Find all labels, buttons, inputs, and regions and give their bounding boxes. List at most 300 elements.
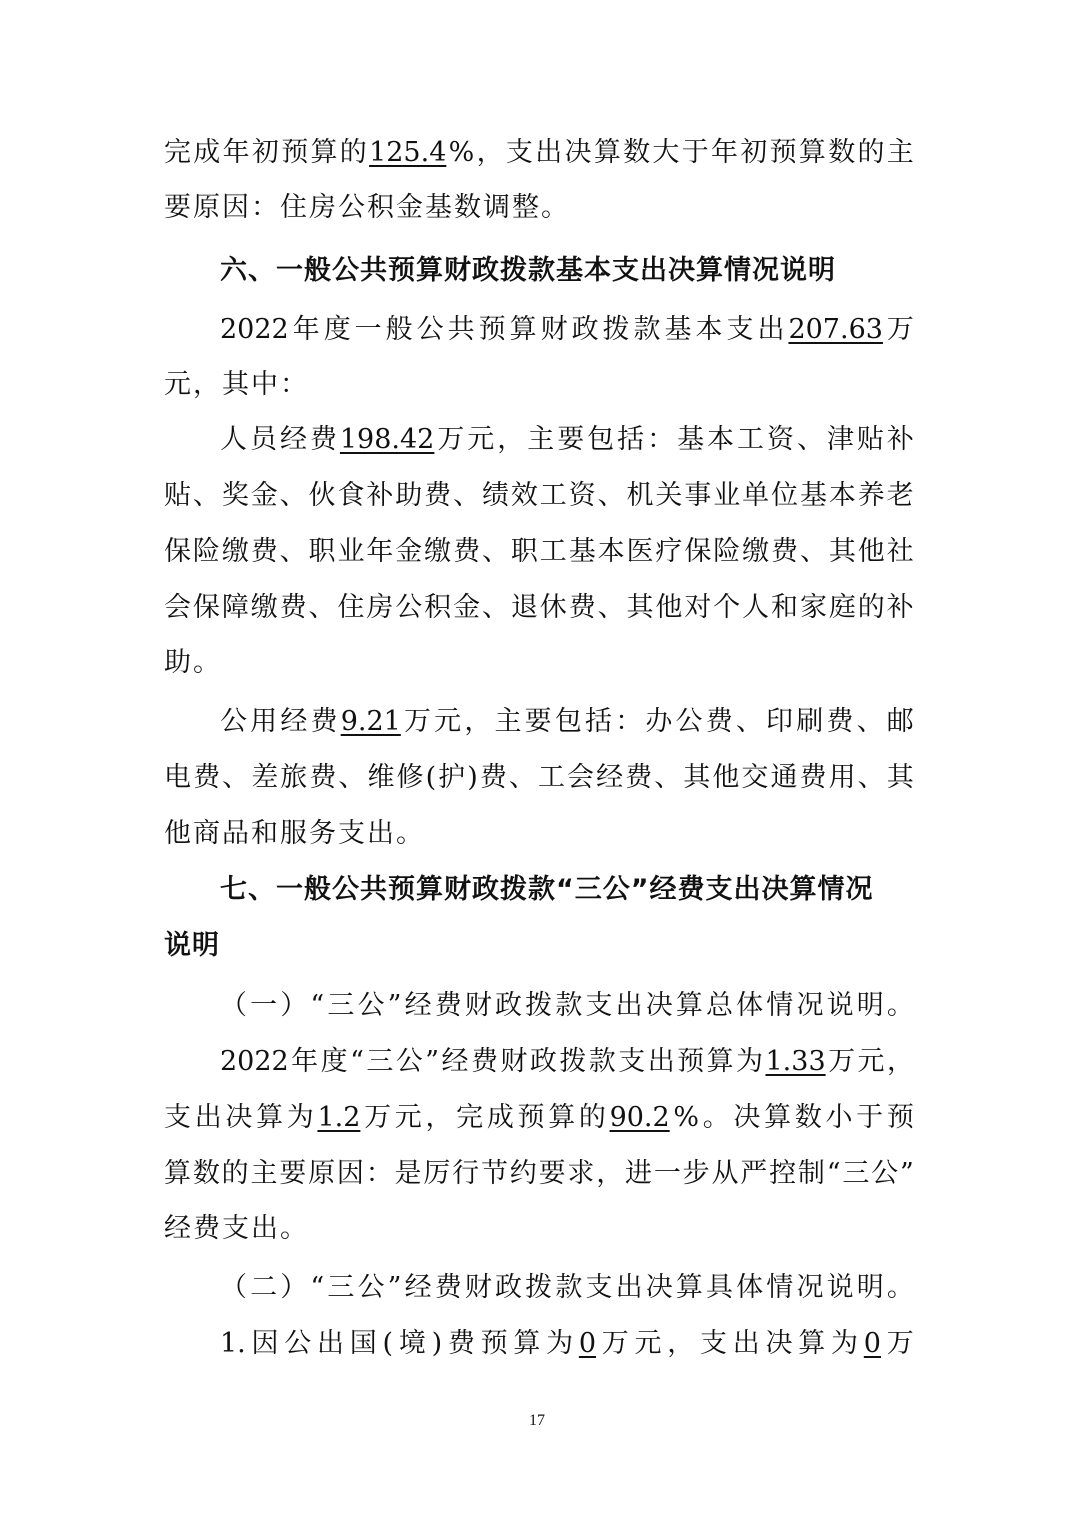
text-glyph: 明: [856, 1272, 884, 1303]
text-glyph: 费: [250, 536, 278, 567]
text-run: 经费支出。: [164, 1213, 309, 1244]
text-glyph: 数: [623, 137, 651, 168]
text-glyph: 和: [771, 592, 799, 623]
text-glyph: 为: [286, 1102, 314, 1133]
text-glyph: 具: [706, 1272, 734, 1303]
text-glyph: 用: [828, 762, 856, 793]
text-glyph: 公: [675, 706, 703, 737]
text-glyph: 本: [597, 536, 625, 567]
text-glyph: 本: [695, 314, 723, 345]
text-glyph: 求: [567, 1158, 595, 1189]
text-glyph: 算: [164, 1158, 191, 1189]
text-glyph: 费: [434, 990, 462, 1021]
text-glyph: 初: [740, 137, 768, 168]
text-glyph: 财: [540, 314, 568, 345]
text-glyph: 2022: [220, 1046, 289, 1077]
text-run: 元，其中：: [164, 369, 309, 400]
text-glyph: 严: [740, 1158, 768, 1189]
text-glyph: 三: [327, 1272, 355, 1303]
text-glyph: 、: [508, 762, 536, 793]
text-glyph: 修: [396, 762, 424, 793]
text-glyph: 步: [682, 1158, 710, 1189]
text-glyph: 、: [481, 536, 509, 567]
text-line: [164, 186, 914, 230]
text-glyph: 。: [702, 1102, 730, 1133]
text-glyph: 元: [394, 1102, 422, 1133]
text-glyph: 从: [711, 1158, 739, 1189]
text-glyph: 三: [842, 1158, 870, 1189]
text-glyph: 金: [250, 480, 278, 511]
text-glyph: 节: [480, 1158, 508, 1189]
text-line: [220, 1266, 914, 1310]
text-glyph: 个: [713, 592, 741, 623]
text-glyph: 庭: [828, 592, 856, 623]
text-glyph: 疗: [655, 536, 683, 567]
text-glyph: 因: [336, 1158, 364, 1189]
text-glyph: 数: [828, 137, 856, 168]
text-glyph: 伙: [308, 480, 336, 511]
text-glyph: 护: [438, 762, 466, 793]
text-glyph: 保: [684, 536, 712, 567]
text-glyph: 的: [221, 1158, 249, 1189]
text-glyph: 要: [279, 1158, 307, 1189]
text-glyph: ，: [886, 1046, 914, 1077]
text-glyph: 。: [886, 990, 914, 1021]
text-glyph: 维: [367, 762, 395, 793]
text-glyph: 休: [539, 592, 567, 623]
text-glyph: 用: [250, 706, 278, 737]
text-run: 助。: [164, 647, 222, 678]
text-run: 六、一般公共预算财政拨款基本支出决算情况说明: [220, 255, 836, 286]
text-glyph: 拨: [602, 314, 630, 345]
text-glyph: 基: [799, 480, 827, 511]
text-run: 要原因：住房公积金基数调整。: [164, 192, 570, 223]
text-glyph: 算: [798, 137, 826, 168]
text-glyph: 缴: [221, 536, 249, 567]
text-glyph: 贴: [164, 480, 191, 511]
text-glyph: 支: [585, 1272, 613, 1303]
text-glyph: 医: [626, 536, 654, 567]
text-glyph: 公: [357, 1272, 385, 1303]
text-glyph: 主: [250, 1158, 278, 1189]
text-line: [164, 131, 914, 175]
text-glyph: ，: [476, 137, 504, 168]
text-line: [164, 641, 914, 685]
text-glyph: 政: [529, 1046, 557, 1077]
text-glyph: 财: [464, 1272, 492, 1303]
text-glyph: 二: [250, 1272, 278, 1303]
text-glyph: 奖: [221, 480, 249, 511]
underlined-amount: 0: [863, 1328, 881, 1359]
text-glyph: 保: [164, 536, 191, 567]
text-glyph: 其: [626, 592, 654, 623]
text-glyph: 国: [349, 1328, 377, 1359]
text-glyph: 度: [323, 314, 351, 345]
text-glyph: 政: [571, 314, 599, 345]
text-glyph: ): [467, 762, 478, 793]
text-glyph: 助: [395, 480, 423, 511]
text-glyph: “: [310, 990, 325, 1021]
text-glyph: 对: [684, 592, 712, 623]
text-glyph: 交: [741, 762, 769, 793]
text-glyph: 费: [479, 762, 507, 793]
text-glyph: 、: [597, 480, 625, 511]
text-glyph: 、: [857, 762, 885, 793]
text-glyph: 单: [742, 480, 770, 511]
text-glyph: 费: [309, 424, 337, 455]
text-glyph: 费: [424, 480, 452, 511]
text-line: [164, 363, 914, 407]
text-glyph: 费: [279, 592, 307, 623]
text-glyph: 年: [366, 536, 394, 567]
text-glyph: 经: [404, 1272, 432, 1303]
text-glyph: ，: [497, 424, 525, 455]
text-glyph: 情: [766, 1272, 794, 1303]
text-glyph: 业: [337, 536, 365, 567]
text-glyph: 款: [555, 1272, 583, 1303]
text-glyph: 刷: [796, 706, 824, 737]
text-glyph: %: [448, 137, 475, 168]
text-glyph: 经: [441, 1046, 469, 1077]
underlined-amount: 0: [578, 1328, 597, 1359]
text-glyph: 算: [593, 137, 621, 168]
text-glyph: (: [382, 1328, 394, 1359]
text-glyph: 、: [338, 762, 366, 793]
text-line: [164, 756, 914, 800]
text-glyph: 本: [828, 480, 856, 511]
text-glyph: 、: [308, 592, 336, 623]
text-glyph: 经: [404, 990, 432, 1021]
text-glyph: 、: [796, 424, 824, 455]
text-glyph: 总: [706, 990, 734, 1021]
text-glyph: 2022: [220, 314, 289, 345]
text-glyph: 政: [495, 990, 523, 1021]
text-line: [220, 700, 914, 744]
text-glyph: 障: [221, 592, 249, 623]
text-line: [164, 586, 914, 630]
text-glyph: 约: [509, 1158, 537, 1189]
text-glyph: 养: [857, 480, 885, 511]
text-glyph: 出: [647, 1046, 675, 1077]
text-glyph: 万: [364, 1102, 392, 1133]
text-glyph: 差: [251, 762, 279, 793]
text-glyph: 预: [517, 1102, 545, 1133]
text-glyph: 绩: [481, 480, 509, 511]
text-line: [164, 1152, 914, 1196]
text-glyph: 机: [626, 480, 654, 511]
text-glyph: 缴: [250, 592, 278, 623]
text-glyph: 邮: [886, 706, 914, 737]
text-glyph: 的: [857, 137, 885, 168]
text-glyph: 情: [766, 990, 794, 1021]
text-glyph: 社: [886, 536, 914, 567]
text-glyph: 基: [568, 536, 596, 567]
text-glyph: 事: [684, 480, 712, 511]
text-glyph: 体: [736, 990, 764, 1021]
text-glyph: 公: [357, 990, 385, 1021]
text-glyph: 的: [857, 592, 885, 623]
text-glyph: 房: [366, 592, 394, 623]
text-glyph: 行: [452, 1158, 480, 1189]
text-glyph: “: [826, 1158, 841, 1189]
text-glyph: 其: [828, 536, 856, 567]
text-glyph: 费: [447, 1328, 475, 1359]
text-glyph: 经: [279, 424, 307, 455]
text-glyph: 年: [292, 314, 320, 345]
text-glyph: 三: [366, 1046, 394, 1077]
text-glyph: ，: [425, 1102, 453, 1133]
text-glyph: 主: [527, 424, 555, 455]
text-glyph: 积: [424, 592, 452, 623]
text-glyph: 印: [766, 706, 794, 737]
text-glyph: 公: [416, 314, 444, 345]
text-glyph: 主: [494, 706, 522, 737]
text-glyph: 出: [732, 1328, 760, 1359]
text-glyph: ，: [667, 1328, 695, 1359]
text-glyph: 会: [164, 592, 191, 623]
text-glyph: 要: [524, 706, 552, 737]
text-glyph: 元: [857, 1046, 885, 1077]
text-glyph: 明: [856, 990, 884, 1021]
text-glyph: 算: [256, 1102, 284, 1133]
text-glyph: 、: [453, 480, 481, 511]
text-glyph: ：: [647, 424, 675, 455]
text-glyph: 元: [434, 706, 462, 737]
text-run: 他商品和服务支出。: [164, 818, 425, 849]
text-glyph: 完: [456, 1102, 484, 1133]
text-glyph: ：: [365, 1158, 393, 1189]
text-glyph: 进: [625, 1158, 652, 1189]
text-glyph: 他: [712, 762, 740, 793]
text-glyph: 是: [394, 1158, 422, 1189]
page-number: 17: [529, 1412, 545, 1429]
text-glyph: ，: [596, 1158, 624, 1189]
text-glyph: 年: [291, 1046, 319, 1077]
text-glyph: 老: [886, 480, 914, 511]
text-glyph: 万: [601, 1328, 629, 1359]
text-glyph: 出: [194, 1102, 222, 1133]
text-glyph: 万: [828, 1046, 856, 1077]
text-glyph: 费: [705, 706, 733, 737]
text-line: [164, 812, 914, 856]
text-glyph: 工: [539, 536, 567, 567]
text-line: [164, 1207, 914, 1251]
text-glyph: 财: [500, 1046, 528, 1077]
text-glyph: 元: [467, 424, 495, 455]
text-glyph: 况: [796, 990, 824, 1021]
text-glyph: 补: [886, 592, 914, 623]
text-glyph: 公: [220, 706, 247, 737]
text-glyph: 费: [625, 762, 653, 793]
text-glyph: 险: [713, 536, 741, 567]
text-glyph: 小: [825, 1102, 853, 1133]
text-glyph: 决: [645, 1272, 673, 1303]
text-glyph: “: [310, 1272, 325, 1303]
text-glyph: 万: [886, 1328, 914, 1359]
text-glyph: 费: [434, 1272, 462, 1303]
text-glyph: 电: [164, 762, 191, 793]
text-glyph: 津: [826, 424, 854, 455]
text-glyph: 费: [826, 706, 854, 737]
text-line: [164, 474, 914, 518]
text-glyph: ”: [425, 1046, 440, 1077]
text-line: [220, 984, 914, 1028]
section-heading: [164, 924, 914, 968]
text-glyph: 年: [711, 137, 738, 168]
text-line: [164, 1096, 914, 1140]
text-glyph: 包: [554, 706, 582, 737]
text-glyph: 算: [675, 990, 703, 1021]
underlined-amount: 1.2: [317, 1102, 361, 1133]
text-glyph: 出: [317, 1328, 345, 1359]
text-glyph: 三: [327, 990, 355, 1021]
text-glyph: 资: [568, 480, 596, 511]
text-glyph: 主: [886, 137, 914, 168]
text-glyph: 况: [796, 1272, 824, 1303]
underlined-amount: 198.42: [339, 424, 435, 455]
text-glyph: 、: [735, 706, 763, 737]
text-glyph: 、: [597, 592, 625, 623]
text-glyph: 支: [700, 1328, 728, 1359]
text-glyph: 境: [398, 1328, 426, 1359]
text-glyph: 算: [706, 1046, 734, 1077]
text-glyph: 工: [737, 424, 765, 455]
text-line: [164, 530, 914, 574]
text-glyph: 括: [617, 424, 645, 455]
text-glyph: 因: [251, 1328, 279, 1359]
text-glyph: 完: [164, 137, 191, 168]
text-glyph: 说: [826, 990, 854, 1021]
text-glyph: 预: [478, 314, 506, 345]
text-glyph: 补: [366, 480, 394, 511]
underlined-amount: 207.63: [788, 314, 883, 345]
text-glyph: 预: [480, 1328, 508, 1359]
text-glyph: ”: [387, 990, 402, 1021]
text-glyph: 人: [742, 592, 770, 623]
text-glyph: 成: [486, 1102, 514, 1133]
text-glyph: 万: [437, 424, 465, 455]
text-glyph: 通: [770, 762, 798, 793]
text-glyph: 政: [495, 1272, 523, 1303]
text-glyph: 费: [771, 536, 799, 567]
text-glyph: 。: [886, 1272, 914, 1303]
text-glyph: 预: [886, 1102, 914, 1133]
text-glyph: “: [350, 1046, 364, 1077]
text-glyph: 算: [764, 1102, 792, 1133]
text-glyph: 度: [320, 1046, 348, 1077]
text-glyph: 算: [548, 1102, 576, 1133]
text-glyph: 缴: [424, 536, 452, 567]
text-glyph: 出: [535, 137, 563, 168]
text-glyph: 他: [655, 592, 683, 623]
text-glyph: 算: [509, 314, 537, 345]
text-glyph: 资: [766, 424, 794, 455]
text-line: [220, 308, 914, 352]
text-glyph: 费: [799, 762, 827, 793]
text-glyph: 为: [736, 1046, 764, 1077]
text-glyph: 退: [510, 592, 538, 623]
text-glyph: 位: [771, 480, 799, 511]
text-glyph: 数: [794, 1102, 822, 1133]
text-glyph: 支: [585, 990, 613, 1021]
text-glyph: 1.: [220, 1328, 246, 1359]
text-glyph: 预: [281, 137, 309, 168]
text-glyph: 出: [615, 1272, 643, 1303]
text-glyph: 、: [192, 480, 220, 511]
text-glyph: 算: [513, 1328, 541, 1359]
text-glyph: 算: [310, 137, 338, 168]
text-line: [220, 418, 914, 462]
text-glyph: 补: [886, 424, 914, 455]
text-glyph: 包: [587, 424, 615, 455]
text-glyph: 一: [354, 314, 382, 345]
text-glyph: 保: [192, 592, 220, 623]
text-glyph: 原: [308, 1158, 336, 1189]
underlined-amount: 90.2: [609, 1102, 670, 1133]
text-glyph: 人: [220, 424, 247, 455]
text-glyph: 元: [634, 1328, 662, 1359]
text-glyph: 预: [769, 137, 797, 168]
text-glyph: 、: [654, 762, 682, 793]
text-glyph: 初: [251, 137, 279, 168]
text-glyph: 经: [280, 706, 308, 737]
text-glyph: 说: [826, 1272, 854, 1303]
text-glyph: 成: [193, 137, 221, 168]
text-glyph: 要: [557, 424, 585, 455]
text-glyph: 效: [510, 480, 538, 511]
text-glyph: 决: [645, 990, 673, 1021]
text-glyph: （: [220, 990, 247, 1021]
text-glyph: 基: [677, 424, 705, 455]
text-glyph: 制: [797, 1158, 825, 1189]
text-glyph: 经: [596, 762, 624, 793]
text-glyph: %: [673, 1102, 700, 1133]
text-glyph: 般: [385, 314, 413, 345]
text-glyph: ”: [387, 1272, 402, 1303]
text-glyph: 决: [564, 137, 592, 168]
text-glyph: 款: [555, 990, 583, 1021]
text-glyph: ”: [899, 1158, 914, 1189]
text-glyph: 费: [568, 592, 596, 623]
text-glyph: 于: [681, 137, 709, 168]
text-glyph: 公: [395, 592, 423, 623]
text-glyph: 、: [856, 706, 884, 737]
text-glyph: 本: [707, 424, 735, 455]
text-glyph: 一: [653, 1158, 681, 1189]
text-glyph: 费: [310, 706, 338, 737]
text-glyph: 关: [655, 480, 683, 511]
text-glyph: 支: [164, 1102, 191, 1133]
text-glyph: 其: [886, 762, 914, 793]
text-glyph: 出: [615, 990, 643, 1021]
text-glyph: 险: [192, 536, 220, 567]
text-glyph: 公: [284, 1328, 312, 1359]
text-glyph: 职: [510, 536, 538, 567]
text-glyph: ): [431, 1328, 443, 1359]
text-glyph: 决: [765, 1328, 793, 1359]
underlined-amount: 1.33: [765, 1046, 826, 1077]
text-glyph: 、: [799, 536, 827, 567]
text-glyph: 支: [505, 137, 533, 168]
text-glyph: 费: [193, 762, 221, 793]
text-glyph: 万: [403, 706, 431, 737]
text-glyph: 于: [856, 1102, 884, 1133]
text-glyph: ：: [615, 706, 643, 737]
section-heading: [220, 868, 914, 912]
text-glyph: 业: [713, 480, 741, 511]
text-glyph: 金: [453, 592, 481, 623]
text-glyph: 住: [337, 592, 365, 623]
